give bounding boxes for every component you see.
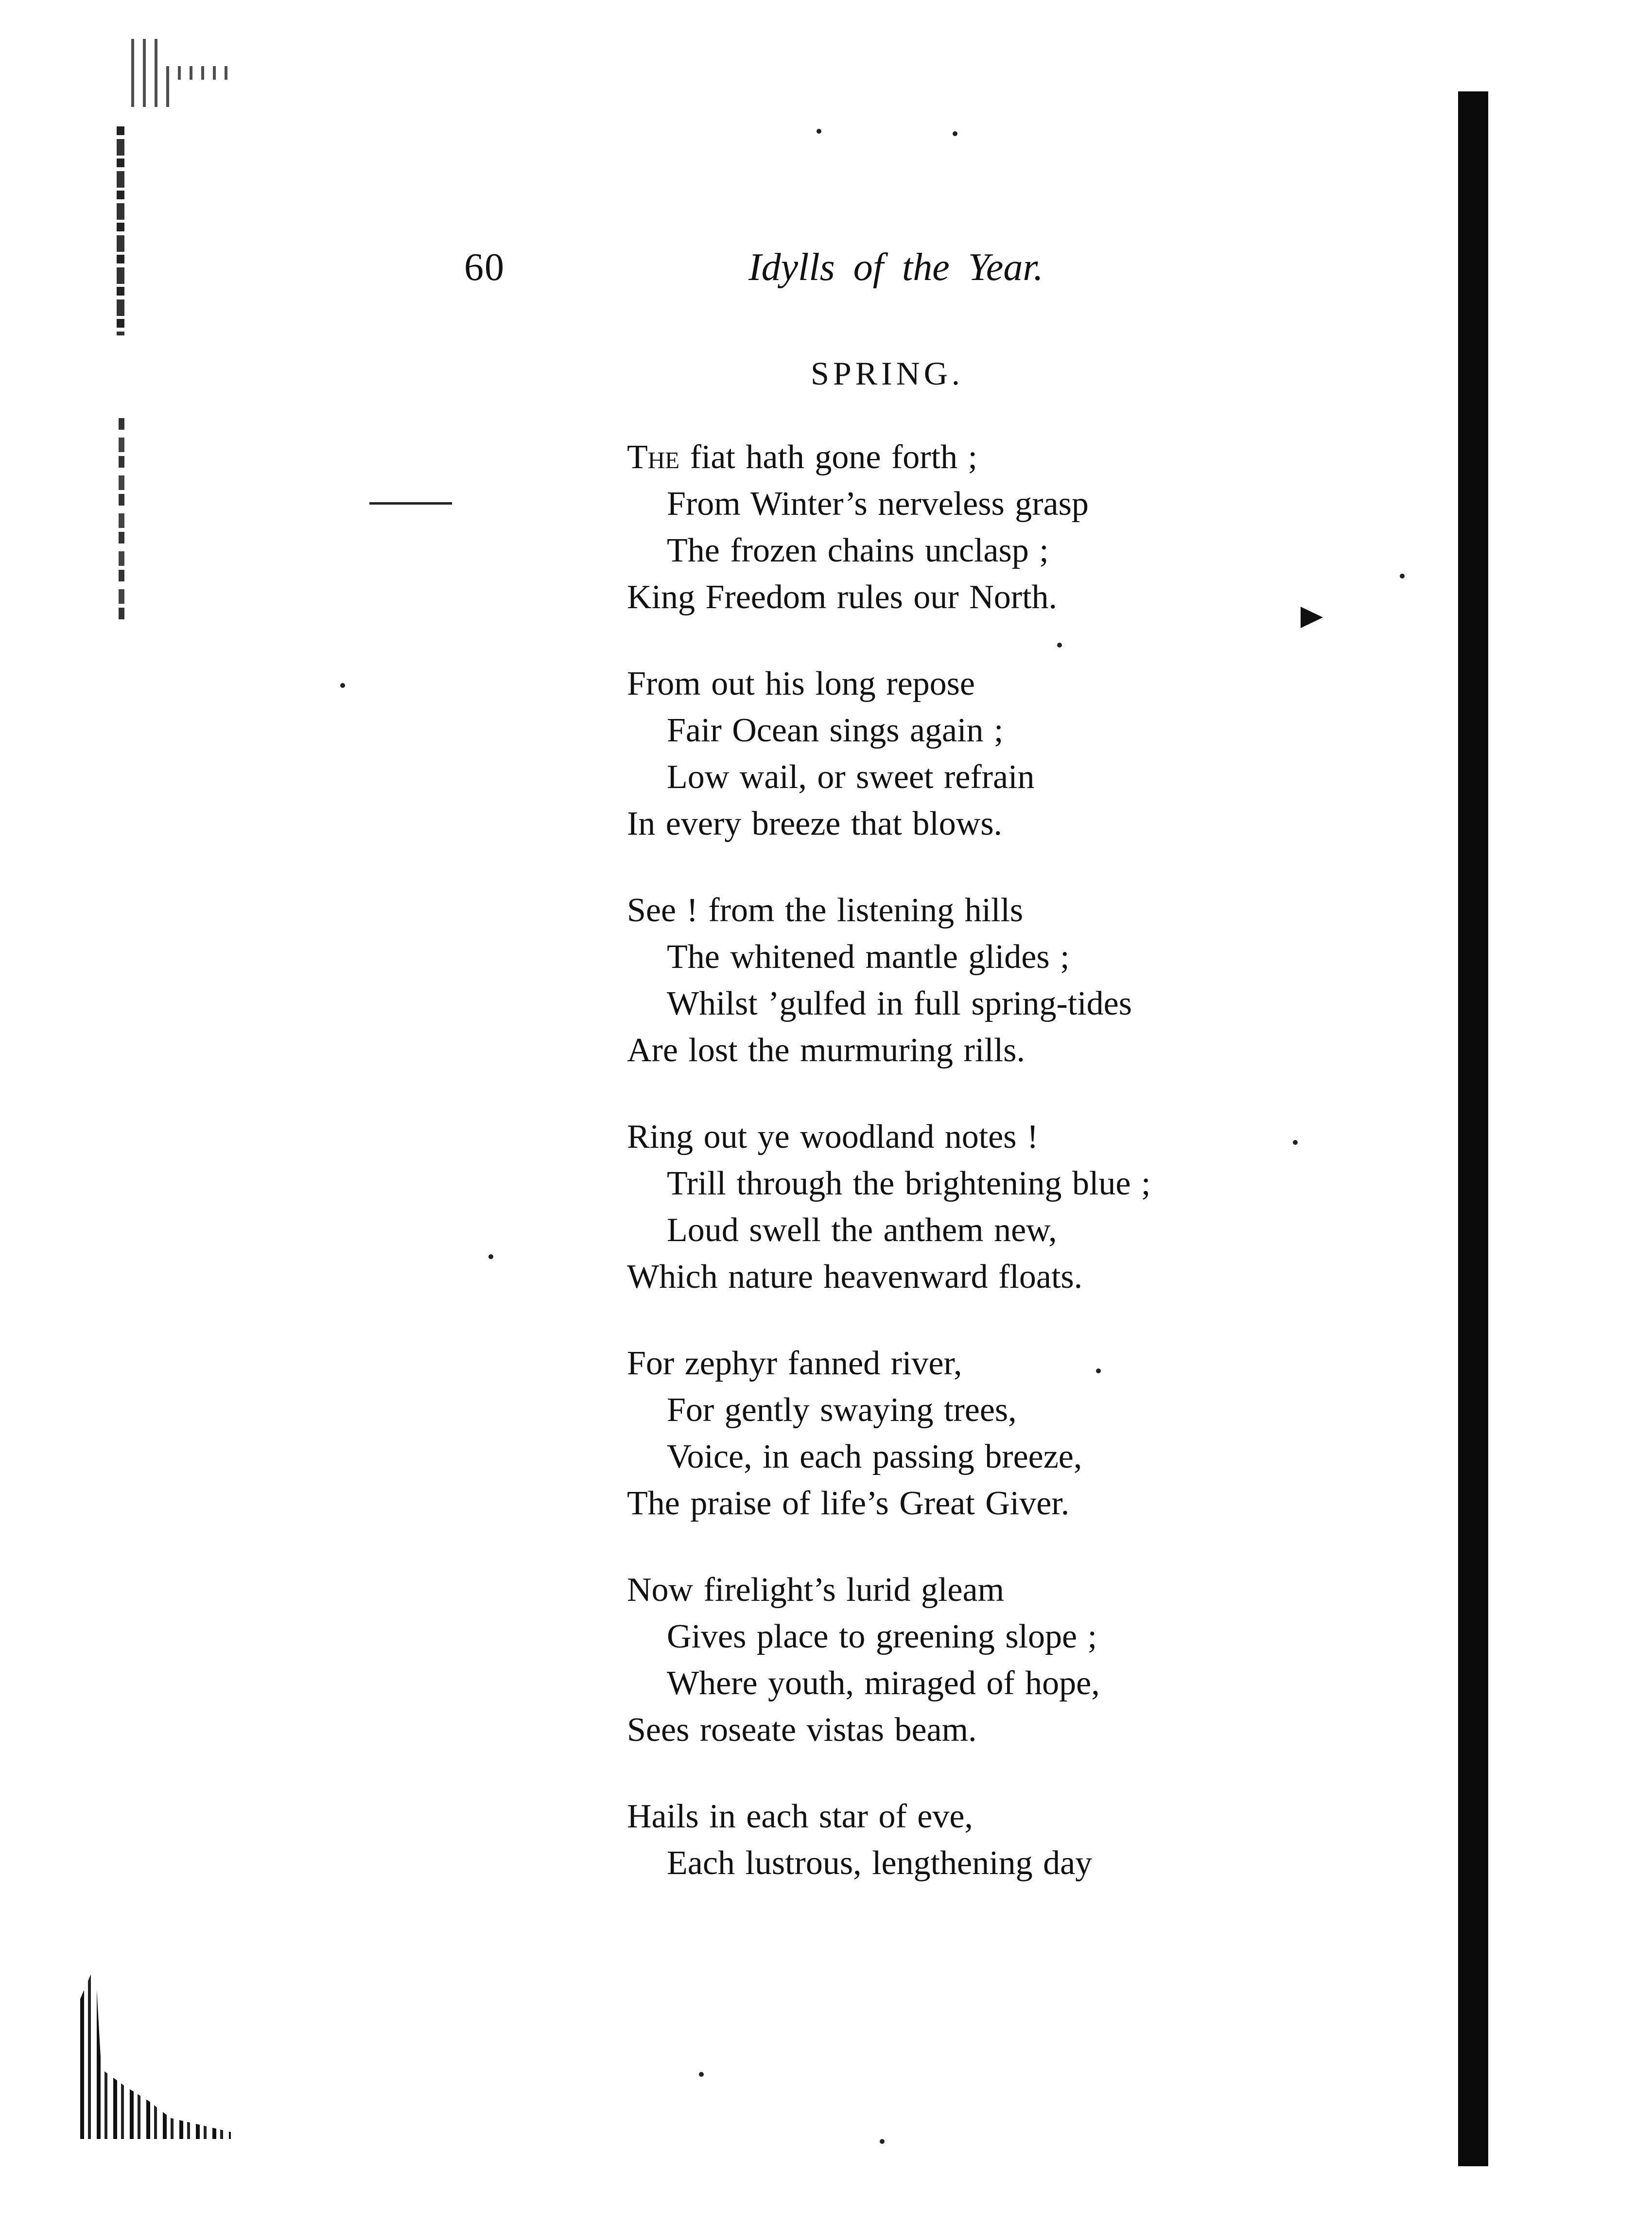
poem-line <box>627 527 1259 574</box>
stanza <box>627 1793 1259 1887</box>
line-text: See ! from the listening hills <box>627 892 1024 929</box>
poem-body <box>627 434 1259 1927</box>
scan-artifact-mark <box>1301 607 1323 628</box>
scan-speck <box>1400 574 1405 579</box>
poem-line <box>627 1480 1259 1527</box>
poem-line <box>627 1840 1259 1887</box>
poem-line <box>627 887 1259 934</box>
poem-line <box>627 1660 1259 1707</box>
poem-line <box>627 481 1259 527</box>
scan-speck <box>699 2072 704 2077</box>
poem-line <box>627 754 1259 801</box>
line-text: Fair Ocean sings again ; <box>667 712 1004 749</box>
scan-artifact-left-edge <box>117 126 124 335</box>
line-text: The frozen chains unclasp ; <box>667 532 1049 569</box>
poem-line <box>627 1567 1259 1613</box>
line-text: The whitened mantle glides ; <box>667 938 1070 976</box>
line-text: Now firelight’s lurid gleam <box>627 1571 1005 1609</box>
line-text: From out his long repose <box>627 665 975 702</box>
poem-line <box>627 434 1259 481</box>
line-text: Hails in each star of eve, <box>627 1798 973 1835</box>
poem-line <box>627 981 1259 1027</box>
scan-speck <box>1293 1140 1298 1145</box>
poem-line <box>627 1387 1259 1434</box>
running-title: Idylls of the Year. <box>748 246 1043 289</box>
line-text: King Freedom rules our North. <box>627 579 1058 616</box>
line-text: For zephyr fanned river, <box>627 1345 962 1382</box>
scan-artifact-top <box>131 39 228 107</box>
poem-line <box>627 934 1259 981</box>
scan-speck <box>817 129 821 134</box>
stanza <box>627 661 1259 847</box>
poem-line <box>627 1434 1259 1480</box>
line-text: Gives place to greening slope ; <box>667 1618 1097 1655</box>
poem-line <box>627 1707 1259 1754</box>
poem-title: SPRING. <box>811 355 964 392</box>
line-text: Trill through the brightening blue ; <box>667 1165 1151 1202</box>
scan-artifact-bottom-corner <box>80 1964 231 2139</box>
scan-speck <box>340 683 345 688</box>
line-text: Which nature heavenward floats. <box>627 1258 1083 1296</box>
line-text: Ring out ye woodland notes ! <box>627 1118 1039 1156</box>
scan-artifact-left-edge-lower <box>119 418 124 622</box>
poem-line <box>627 1793 1259 1840</box>
poem-line <box>627 1114 1259 1160</box>
line-text: The praise of life’s Great Giver. <box>627 1485 1070 1522</box>
scan-binding-shadow <box>1458 91 1488 2166</box>
poem-line <box>627 1340 1259 1387</box>
line-text: Loud swell the anthem new, <box>667 1211 1057 1249</box>
poem-line <box>627 1613 1259 1660</box>
poem-line <box>627 574 1259 621</box>
line-text: Are lost the murmuring rills. <box>627 1032 1025 1069</box>
stanza <box>627 1114 1259 1300</box>
poem-line <box>627 1207 1259 1254</box>
line-text: In every breeze that blows. <box>627 805 1003 842</box>
stanza <box>627 1340 1259 1527</box>
scan-speck <box>488 1254 493 1259</box>
page-number: 60 <box>464 246 505 289</box>
line-text: Whilst ’gulfed in full spring-tides <box>667 985 1132 1022</box>
scan-artifact-rule <box>369 502 452 505</box>
stanza <box>627 434 1259 621</box>
opening-word: The <box>627 438 680 476</box>
line-text: Sees roseate vistas beam. <box>627 1711 977 1749</box>
line-text: fiat hath gone forth ; <box>679 438 977 476</box>
line-text: Voice, in each passing breeze, <box>667 1438 1082 1475</box>
poem-line <box>627 801 1259 847</box>
stanza <box>627 887 1259 1074</box>
scan-speck <box>953 131 957 136</box>
line-text: From Winter’s nerveless grasp <box>667 485 1089 523</box>
stanza <box>627 1567 1259 1754</box>
running-head <box>0 238 1652 297</box>
poem-line <box>627 661 1259 707</box>
poem-line <box>627 1160 1259 1207</box>
poem-line <box>627 1254 1259 1300</box>
poem-line <box>627 707 1259 754</box>
scan-speck <box>880 2139 885 2144</box>
line-text: Each lustrous, lengthening day <box>667 1844 1093 1882</box>
poem-line <box>627 1027 1259 1074</box>
line-text: Low wail, or sweet refrain <box>667 758 1035 796</box>
line-text: For gently swaying trees, <box>667 1391 1017 1429</box>
line-text: Where youth, miraged of hope, <box>667 1665 1100 1702</box>
